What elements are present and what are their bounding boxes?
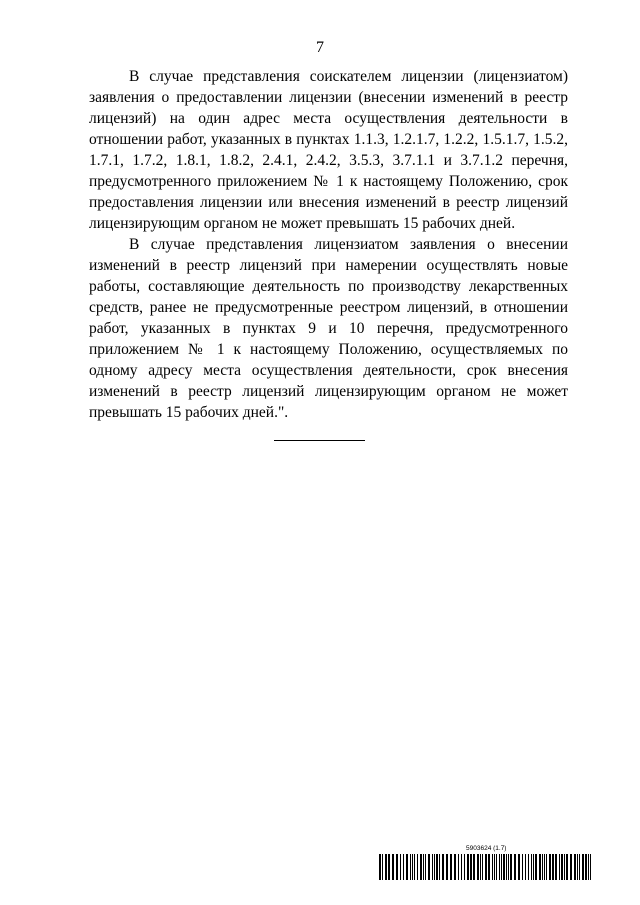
barcode-bar	[388, 854, 390, 880]
barcode-bar	[485, 854, 487, 880]
barcode-bar	[508, 854, 509, 880]
barcode-bar	[396, 854, 398, 880]
barcode-bar	[428, 854, 430, 880]
barcode-bar	[436, 854, 438, 880]
barcode-bar	[488, 854, 490, 880]
barcode-bar	[496, 854, 497, 880]
barcode-bar	[439, 854, 440, 880]
barcode-bar	[506, 854, 507, 880]
paragraph-registry-changes: В случае представления лицензиатом заявления о внесении изменений в реестр лицензий при намерении осуществлять новые работы, составляющие деятельность по производству лекарственных средств, ранее не предусмотренные реестром лицензий, в отношении работ, указанных в пунктах 9 и 10 перечня, предусмотренного приложением № 1 к настоящему Положению, осуществляемых по одному адресу места осуществления деятельности, срок внесения изменений в реестр лицензий лицензирующим органом не может превышать 15 рабочих дней.".	[89, 236, 568, 421]
barcode-bar	[423, 854, 424, 880]
barcode-bar	[477, 854, 479, 880]
barcode-bar	[555, 854, 557, 880]
barcode-bar	[501, 854, 502, 880]
barcode-bar	[464, 854, 465, 880]
barcode-bar	[425, 854, 426, 880]
barcode-bar	[561, 854, 563, 880]
barcode-bar	[535, 854, 537, 880]
barcode-bar	[503, 854, 505, 880]
barcode-bar	[446, 854, 448, 880]
barcode-bar	[467, 854, 469, 880]
barcode-bar	[410, 854, 411, 880]
barcode-bar	[417, 854, 418, 880]
document-body	[89, 66, 568, 423]
barcode-bar	[570, 854, 572, 880]
barcode-bar	[564, 854, 565, 880]
barcode-bar	[458, 854, 459, 880]
barcode-bar	[470, 854, 472, 880]
barcode-bar	[494, 854, 495, 880]
barcode-bar	[379, 854, 381, 880]
barcode-bar	[412, 854, 413, 880]
barcode-bar	[385, 854, 387, 880]
barcode-bar	[473, 854, 475, 880]
barcode-bar	[514, 854, 516, 880]
barcode-block	[379, 845, 593, 881]
barcode-bar	[531, 854, 532, 880]
end-divider	[274, 440, 365, 441]
barcode-bar	[588, 854, 589, 880]
barcode-bar	[525, 854, 526, 880]
barcode-bar	[546, 854, 547, 880]
barcode-bar	[577, 854, 578, 880]
barcode-bar	[552, 854, 554, 880]
page-number: 7	[316, 39, 324, 56]
barcode-bar	[403, 854, 404, 880]
barcode-bar	[539, 854, 541, 880]
barcode-bar	[574, 854, 576, 880]
barcode-bar	[434, 854, 435, 880]
barcode-bar	[579, 854, 580, 880]
barcode-bar	[480, 854, 481, 880]
barcode-bar	[450, 854, 452, 880]
barcode-bar	[492, 854, 493, 880]
barcode-image	[379, 854, 593, 880]
barcode-bar	[442, 854, 444, 880]
barcode-bar	[544, 854, 545, 880]
barcode-bar	[582, 854, 584, 880]
barcode-id: 5903624 (1.7)	[466, 845, 507, 852]
barcode-bar	[559, 854, 560, 880]
barcode-bar	[566, 854, 568, 880]
barcode-bar	[518, 854, 520, 880]
barcode-bar	[510, 854, 512, 880]
barcode-bar	[549, 854, 551, 880]
barcode-bar	[590, 854, 591, 880]
barcode-bar	[414, 854, 415, 880]
barcode-bar	[528, 854, 529, 880]
barcode-bar	[482, 854, 483, 880]
barcode-bar	[382, 854, 383, 880]
barcode-bar	[461, 854, 462, 880]
barcode-bar	[392, 854, 394, 880]
barcode-bar	[542, 854, 543, 880]
barcode-bar	[432, 854, 433, 880]
barcode-bar	[499, 854, 500, 880]
barcode-bar	[400, 854, 401, 880]
barcode-bar	[406, 854, 408, 880]
barcode-bar	[454, 854, 456, 880]
barcode-bar	[585, 854, 587, 880]
barcode-bar	[522, 854, 523, 880]
paragraph-license-term: В случае представления соискателем лицензии (лицензиатом) заявления о предоставлении лицензии (внесении изменений в реестр лицензий) на один адрес места осуществления деятельности в отношении работ, указанных в пунктах 1.1.3, 1.2.1.7, 1.2.2, 1.5.1.7, 1.5.2, 1.7.1, 1.7.2, 1.8.1, 1.8.2, 2.4.1, 2.4.2, 3.5.3, 3.7.1.1 и 3.7.1.2 перечня, предусмотренного приложением № 1 к настоящему Положению, срок предоставления лицензии или внесения изменений в реестр лицензий лицензирующим органом не может превышать 15 рабочих дней.	[89, 68, 568, 232]
barcode-bar	[420, 854, 422, 880]
barcode-bar	[533, 854, 534, 880]
